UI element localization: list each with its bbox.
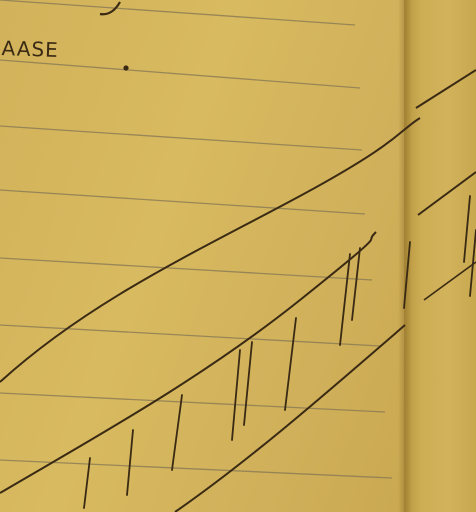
hatch-mark [285,318,296,410]
diagonal-stroke-lower [175,325,405,512]
hatch-mark [352,248,360,320]
handwritten-text: AASE [1,36,60,62]
ruled-line [0,258,372,280]
hatch-mark [464,196,470,262]
diagonal-stroke-right-lower [424,262,476,300]
diagonal-stroke-right-upper [416,70,476,108]
ink-dot [123,65,128,70]
ruled-line [0,460,392,478]
ruled-line [0,126,362,150]
ruled-line [0,393,385,412]
ruled-line [0,60,360,88]
hatching-strokes [84,196,476,508]
ruled-line [0,0,355,25]
hatch-mark [232,350,240,440]
hatch-mark [244,342,252,425]
hatch-mark [84,458,90,508]
ruled-line [0,190,365,214]
diagonal-stroke-right-middle [418,172,476,215]
hatch-mark [172,395,182,470]
diagonal-stroke-middle [0,232,376,493]
diagonal-stroke-upper [0,118,420,382]
hatch-mark [127,430,133,495]
hatch-mark [404,242,410,308]
